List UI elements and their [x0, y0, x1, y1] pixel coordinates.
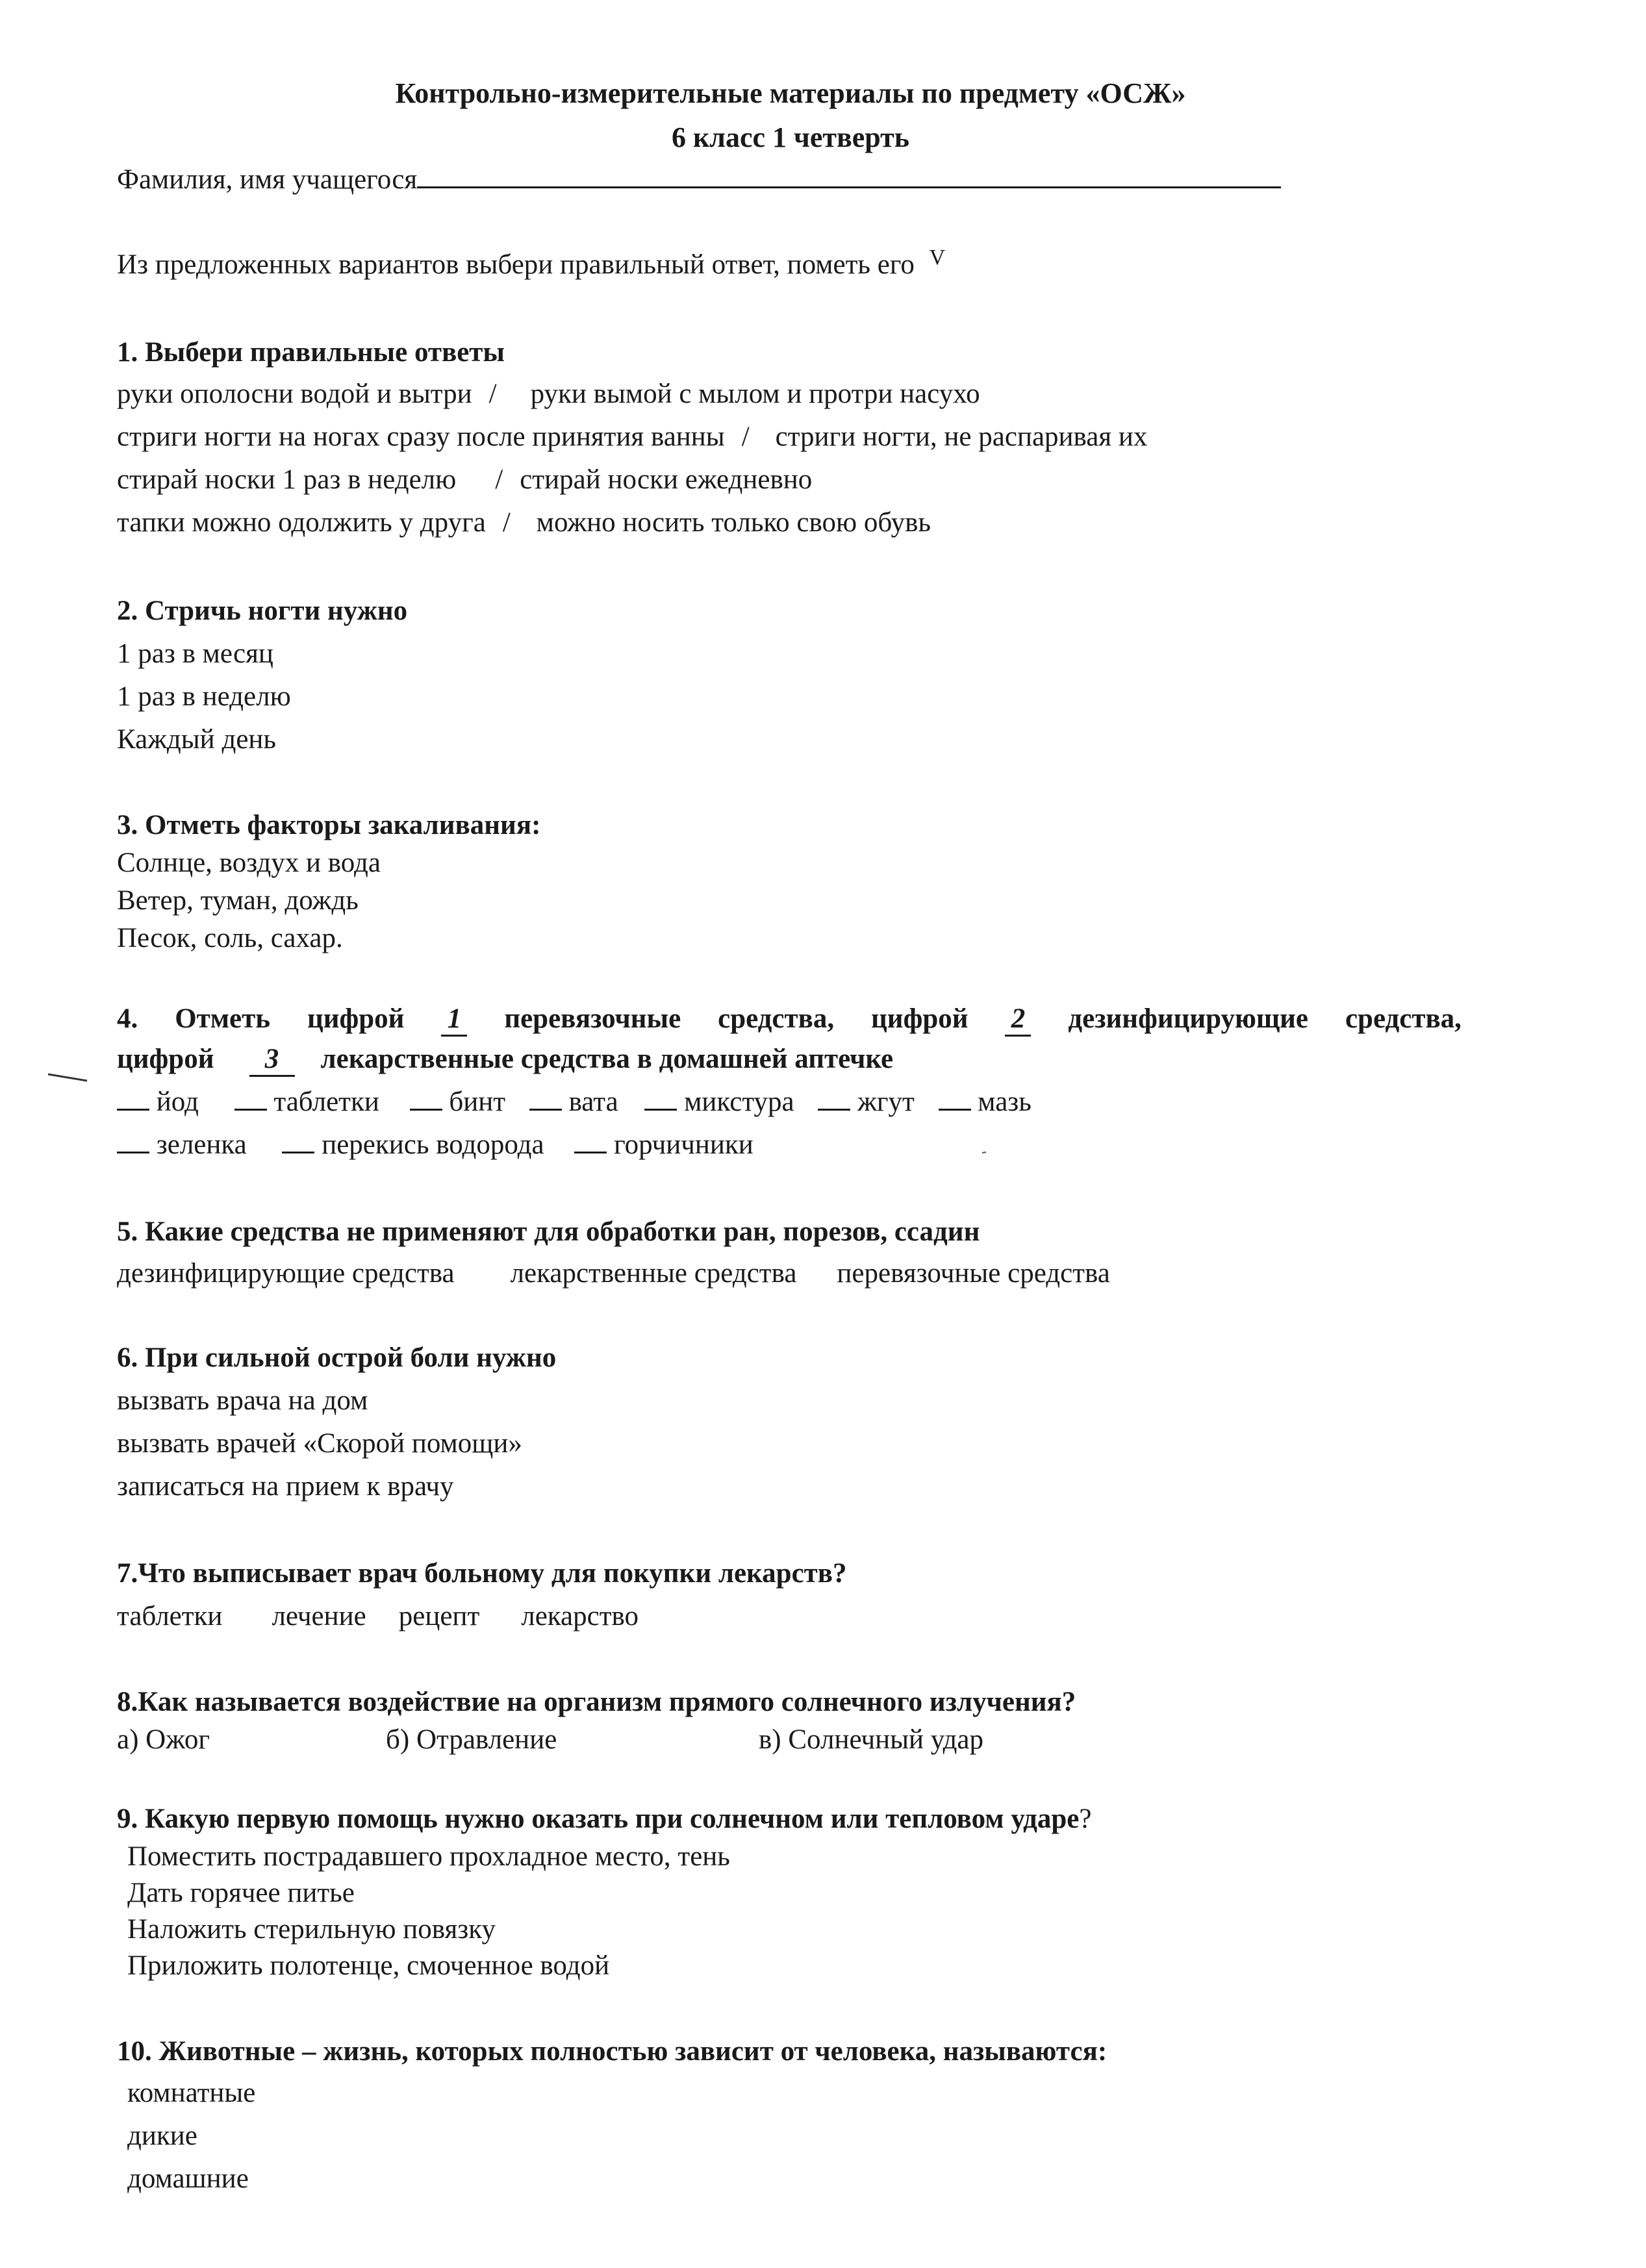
document-subtitle: 6 класс 1 четверть	[671, 121, 910, 153]
q4-answer-blank[interactable]	[117, 1152, 149, 1153]
q1-row-2	[117, 421, 1147, 453]
q5-option[interactable]: дезинфицирующие средства	[117, 1258, 455, 1289]
q4-item: мазь	[978, 1087, 1032, 1117]
q4-answer-blank[interactable]	[529, 1109, 562, 1111]
q9-option[interactable]: Наложить стерильную повязку	[127, 1914, 496, 1945]
q4-item: йод	[156, 1087, 199, 1117]
q7-title: 7.Что выписывает врач больному для покупки лекарств?	[117, 1558, 847, 1589]
student-name-label: Фамилия, имя учащегося	[117, 164, 418, 195]
q4-answer-blank[interactable]	[282, 1152, 314, 1153]
q4-title-line-1	[117, 1003, 1462, 1037]
q1-row-3	[117, 464, 812, 496]
q9-title	[117, 1803, 1091, 1835]
q6-option[interactable]: вызвать врачей «Скорой помощи»	[117, 1428, 522, 1459]
q4-word: 4.	[117, 1003, 138, 1034]
q1-separator: /	[495, 464, 503, 495]
instruction	[117, 246, 946, 281]
q1-row-1	[117, 378, 980, 410]
q2-title: 2. Стричь ногти нужно	[117, 596, 408, 626]
q8-option[interactable]: а) Ожог	[117, 1724, 210, 1755]
q9-title-text: 9. Какую первую помощь нужно оказать при солнечном или тепловом ударе	[117, 1804, 1080, 1834]
q4-answer-blank[interactable]	[644, 1109, 677, 1111]
q5-options	[117, 1257, 1110, 1289]
q1-option[interactable]: стриги ногти, не распаривая их	[775, 422, 1148, 452]
q1-option[interactable]: стриги ногти на ногах сразу после принятия ванны	[117, 422, 725, 452]
q4-item: горчичники	[614, 1129, 753, 1160]
q6-option[interactable]: вызвать врача на дом	[117, 1385, 368, 1416]
q10-option[interactable]: комнатные	[127, 2078, 256, 2108]
check-mark-example: V	[929, 246, 946, 270]
q4-item: зеленка	[156, 1129, 247, 1160]
q4-title-line-2	[117, 1043, 893, 1077]
q4-item: бинт	[449, 1087, 506, 1117]
q6-title: 6. При сильной острой боли нужно	[117, 1342, 557, 1373]
q4-item: микстура	[684, 1087, 794, 1117]
q1-option[interactable]: тапки можно одолжить у друга	[117, 507, 486, 538]
q1-option[interactable]: стирай носки ежедневно	[520, 464, 813, 495]
q4-answer-blank[interactable]	[939, 1109, 971, 1111]
q1-separator: /	[502, 507, 511, 538]
q4-word: лекарственные средства в домашней аптечке	[320, 1044, 894, 1074]
q4-number-2: 2	[1005, 1003, 1031, 1037]
q7-option[interactable]: лечение	[272, 1601, 366, 1632]
q4-answer-blank[interactable]	[234, 1109, 267, 1111]
q10-option[interactable]: домашние	[127, 2163, 249, 2194]
q1-title: 1. Выбери правильные ответы	[117, 337, 505, 368]
q1-row-4	[117, 507, 931, 538]
q4-item: вата	[568, 1087, 618, 1117]
q4-item: жгут	[857, 1087, 915, 1117]
q7-option[interactable]: лекарство	[521, 1601, 639, 1632]
q4-word: цифрой	[117, 1044, 214, 1074]
q4-word: средства,	[1345, 1003, 1462, 1034]
instruction-text: Из предложенных вариантов выбери правильный ответ, пометь его	[117, 249, 915, 280]
q2-option[interactable]: 1 раз в неделю	[117, 681, 291, 712]
document-title: Контрольно-измерительные материалы по предмету «ОСЖ»	[395, 77, 1186, 109]
q3-title: 3. Отметь факторы закаливания:	[117, 810, 541, 840]
q10-option[interactable]: дикие	[127, 2121, 197, 2151]
q4-items-row-2	[117, 1129, 753, 1161]
q7-options	[117, 1600, 639, 1632]
q2-option[interactable]: Каждый день	[117, 724, 277, 755]
q7-option[interactable]: таблетки	[117, 1601, 223, 1632]
q1-option[interactable]: стирай носки 1 раз в неделю	[117, 464, 457, 495]
q4-answer-blank[interactable]	[818, 1109, 850, 1111]
q4-item: перекись водорода	[322, 1129, 544, 1160]
q8-title: 8.Как называется воздействие на организм прямого солнечного излучения?	[117, 1687, 1076, 1717]
q4-word: перевязочные	[504, 1003, 681, 1034]
student-name-field[interactable]	[417, 186, 1281, 188]
q4-answer-blank[interactable]	[117, 1109, 149, 1111]
q2-option[interactable]: 1 раз в месяц	[117, 638, 273, 669]
q4-word: Отметь	[175, 1003, 270, 1034]
q9-option[interactable]: Приложить полотенце, смоченное водой	[127, 1950, 610, 1981]
q4-number-3: 3	[249, 1043, 295, 1077]
q9-option[interactable]: Поместить пострадавшего прохладное место, тень	[127, 1841, 730, 1872]
q4-answer-blank[interactable]	[410, 1109, 442, 1111]
q7-option[interactable]: рецепт	[398, 1601, 480, 1632]
q8-option[interactable]: б) Отравление	[386, 1724, 557, 1755]
q1-option[interactable]: руки вымой с мылом и протри насухо	[530, 379, 980, 409]
q6-option[interactable]: записаться на прием к врачу	[117, 1471, 454, 1502]
q3-option[interactable]: Песок, соль, сахар.	[117, 923, 343, 953]
q4-answer-blank[interactable]	[574, 1152, 607, 1153]
q1-separator: /	[488, 379, 497, 409]
q9-title-punct: ?	[1079, 1804, 1092, 1834]
q4-word: цифрой	[871, 1003, 969, 1034]
q9-option[interactable]: Дать горячее питье	[127, 1878, 355, 1908]
q5-option[interactable]: перевязочные средства	[837, 1258, 1110, 1289]
student-name-line	[117, 164, 1281, 195]
q3-option[interactable]: Солнце, воздух и вода	[117, 848, 381, 878]
q4-item: таблетки	[273, 1087, 379, 1117]
q5-title: 5. Какие средства не применяют для обработки ран, порезов, ссадин	[117, 1216, 980, 1247]
q1-option[interactable]: руки ополосни водой и вытри	[117, 379, 472, 409]
q1-option[interactable]: можно носить только свою обувь	[536, 507, 931, 538]
stray-dot-mark	[981, 1150, 987, 1156]
q4-word: цифрой	[307, 1003, 405, 1034]
q10-title: 10. Животные – жизнь, которых полностью зависит от человека, называются:	[117, 2036, 1108, 2067]
q4-number-1: 1	[441, 1003, 467, 1037]
q5-option[interactable]: лекарственные средства	[510, 1258, 797, 1289]
q8-options	[117, 1724, 983, 1756]
q3-option[interactable]: Ветер, туман, дождь	[117, 885, 359, 916]
q4-word: дезинфицирующие	[1068, 1003, 1309, 1034]
stray-pen-mark	[45, 1072, 91, 1085]
q4-word: средства,	[718, 1003, 835, 1034]
q4-items-row-1	[117, 1086, 1032, 1118]
q8-option[interactable]: в) Солнечный удар	[759, 1724, 984, 1755]
q1-separator: /	[741, 422, 750, 452]
